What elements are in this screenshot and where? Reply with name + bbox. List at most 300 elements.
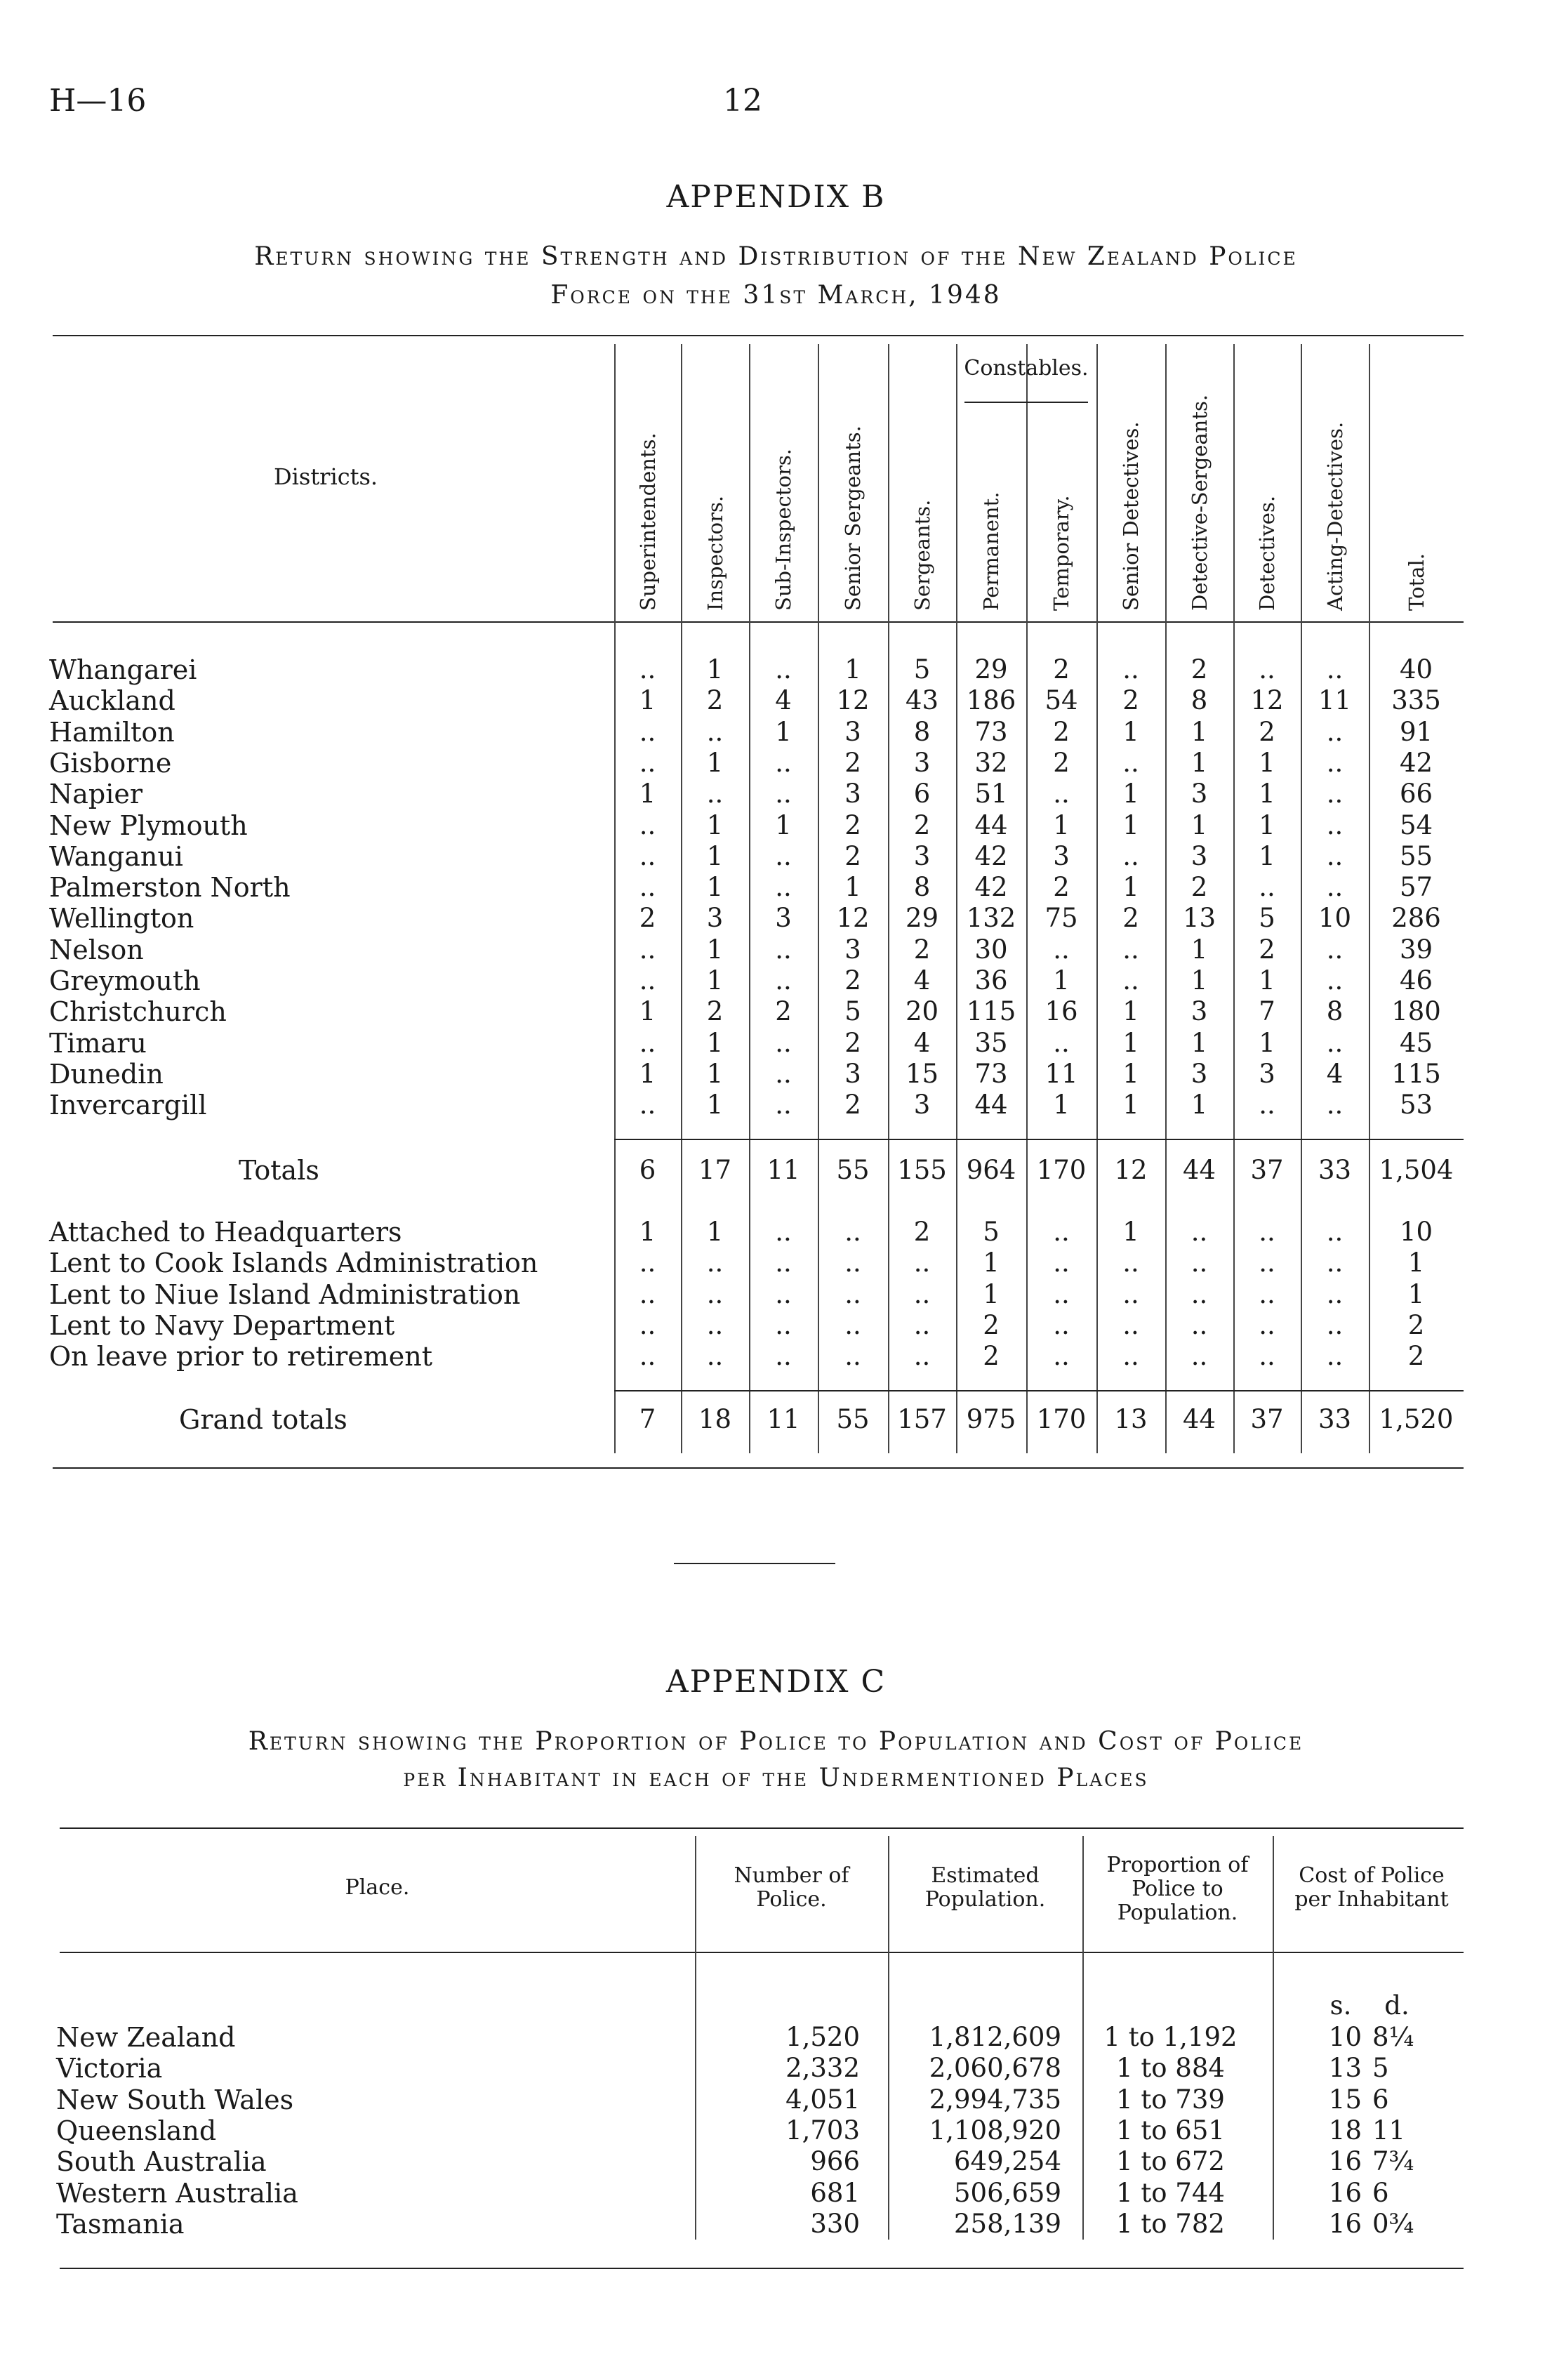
row-value: 46	[1399, 965, 1433, 996]
row-value: ..	[1122, 934, 1139, 965]
place-name: New South Wales	[56, 2084, 294, 2115]
row-value: 6	[639, 1155, 656, 1185]
row-value: ..	[1326, 1309, 1344, 1340]
row-value: ..	[1259, 1217, 1275, 1247]
row-value: 3	[1190, 996, 1208, 1027]
row-value: ..	[775, 840, 792, 871]
row-value: 11	[1318, 685, 1352, 716]
row-value: 3	[706, 903, 724, 934]
row-value: 180	[1391, 996, 1441, 1027]
row-value: 37	[1250, 1404, 1284, 1434]
row-value: 1	[1407, 1248, 1425, 1278]
row-value: 44	[974, 809, 1008, 840]
row-value: ..	[1326, 840, 1344, 871]
column-header-10: Acting-Detectives.	[1322, 421, 1347, 611]
row-value: ..	[844, 1341, 861, 1372]
row-value: 1,520	[1379, 1404, 1454, 1434]
row-value: 6	[913, 779, 931, 809]
row-value: ..	[1326, 872, 1344, 903]
row-value: 1	[1259, 747, 1275, 778]
row-value: 2	[844, 1027, 861, 1058]
constables-header: Constables.	[964, 356, 1089, 381]
cost-pence: 11	[1372, 2115, 1406, 2146]
row-value: 45	[1399, 1027, 1433, 1058]
row-value: ..	[1053, 1217, 1070, 1247]
row-value: ..	[639, 747, 656, 778]
row-value: 1	[706, 654, 724, 685]
row-value: ..	[1053, 1027, 1070, 1058]
row-value: 2	[844, 747, 861, 778]
row-value: 10	[1399, 1217, 1433, 1247]
row-value: 2	[1407, 1309, 1425, 1340]
row-value: ..	[844, 1278, 861, 1309]
row-value: 51	[974, 779, 1008, 809]
row-value: 5	[1259, 903, 1275, 934]
row-value: 1	[639, 779, 656, 809]
row-value: 12	[836, 903, 870, 934]
row-value: ..	[1259, 654, 1275, 685]
row-value: ..	[706, 1278, 724, 1309]
row-value: 20	[905, 996, 939, 1027]
row-value: 2	[844, 809, 861, 840]
row-value: 1	[1407, 1278, 1425, 1309]
row-value: 2	[844, 965, 861, 996]
row-value: ..	[639, 1309, 656, 1340]
place-name: South Australia	[56, 2146, 267, 2178]
row-value: ..	[1122, 1278, 1139, 1309]
row-value: ..	[1259, 1341, 1275, 1372]
row-name: Whangarei	[49, 654, 197, 685]
row-value: 4	[775, 685, 792, 716]
row-value: 2	[1053, 716, 1070, 747]
column-header-0: Superintendents.	[635, 432, 660, 611]
row-value: 2	[1053, 654, 1070, 685]
header-police: Number of Police.	[734, 1863, 849, 1912]
row-value: 975	[966, 1404, 1016, 1434]
row-value: 18	[698, 1404, 732, 1434]
row-value: 8	[1190, 685, 1208, 716]
row-value: 1	[983, 1278, 1000, 1309]
police-count: 681	[810, 2177, 860, 2208]
row-value: 155	[897, 1155, 947, 1185]
row-value: 11	[767, 1155, 800, 1185]
proportion-value: 1 to 739	[1116, 2084, 1225, 2115]
row-value: 3	[844, 716, 861, 747]
row-value: ..	[639, 934, 656, 965]
row-name: Hamilton	[49, 716, 175, 748]
row-value: 1	[1259, 1027, 1275, 1058]
row-value: 44	[974, 1090, 1008, 1120]
row-value: ..	[775, 1309, 792, 1340]
header-place: Place.	[345, 1875, 410, 1900]
police-count: 330	[810, 2208, 860, 2239]
row-value: ..	[1053, 1278, 1070, 1309]
row-value: 1	[1122, 1027, 1139, 1058]
row-value: 11	[1044, 1058, 1078, 1089]
population-value: 2,994,735	[929, 2084, 1061, 2115]
row-name: Nelson	[49, 934, 144, 965]
row-value: 2	[1407, 1341, 1425, 1372]
table-c-top-rule	[60, 1827, 1464, 1829]
row-value: ..	[1259, 1278, 1275, 1309]
row-value: 157	[897, 1404, 947, 1434]
population-value: 1,812,609	[929, 2022, 1061, 2052]
column-header-8: Detective-Sergeants.	[1187, 394, 1212, 611]
row-value: 5	[913, 654, 931, 685]
row-value: 1	[706, 1217, 724, 1247]
appendix-b-title: APPENDIX B	[666, 179, 886, 215]
police-count: 2,332	[785, 2053, 860, 2084]
row-value: 1	[1122, 1090, 1139, 1120]
row-value: ..	[1053, 934, 1070, 965]
header-cost: Cost of Police per Inhabitant	[1294, 1863, 1449, 1912]
row-value: 3	[1053, 840, 1070, 871]
cost-pence: 7¾	[1372, 2146, 1414, 2177]
row-value: ..	[1053, 1341, 1070, 1372]
row-value: 39	[1399, 934, 1433, 965]
appendix-c-subtitle-2: per Inhabitant in each of the Undermentioned Places	[403, 1764, 1149, 1792]
row-value: 3	[913, 1090, 931, 1120]
row-value: 2	[983, 1309, 1000, 1340]
row-name: Palmerston North	[49, 872, 291, 904]
header-bottom-rule	[53, 621, 1464, 623]
row-value: 73	[974, 1058, 1008, 1089]
row-value: 8	[913, 716, 931, 747]
table-top-rule	[53, 335, 1464, 336]
row-value: ..	[1122, 1248, 1139, 1278]
row-value: 40	[1399, 654, 1433, 685]
row-value: ..	[1259, 872, 1275, 903]
row-value: 1	[706, 965, 724, 996]
appendix-b-subtitle-2: Force on the 31st March, 1948	[550, 281, 1002, 310]
row-value: 2	[844, 1090, 861, 1120]
row-name: Napier	[49, 779, 143, 810]
row-value: ..	[1190, 1278, 1208, 1309]
row-value: 1	[706, 1058, 724, 1089]
row-value: 66	[1399, 779, 1433, 809]
row-value: 2	[913, 1217, 931, 1247]
column-header-9: Detectives.	[1255, 495, 1279, 611]
row-name: Gisborne	[49, 747, 172, 779]
row-name: Lent to Niue Island Administration	[49, 1278, 521, 1310]
row-value: ..	[1053, 779, 1070, 809]
place-name: Queensland	[56, 2115, 217, 2146]
row-name: On leave prior to retirement	[49, 1341, 433, 1373]
row-value: ..	[1122, 1341, 1139, 1372]
row-value: 2	[1190, 872, 1208, 903]
row-value: 3	[775, 903, 792, 934]
row-value: 1	[1190, 809, 1208, 840]
proportion-value: 1 to 651	[1116, 2115, 1225, 2146]
row-value: 42	[974, 872, 1008, 903]
row-value: 2	[1190, 654, 1208, 685]
row-value: 1	[1122, 1058, 1139, 1089]
row-value: 10	[1318, 903, 1352, 934]
column-header-7: Senior Detectives.	[1119, 421, 1143, 611]
row-value: 13	[1182, 903, 1216, 934]
row-value: 1	[1259, 779, 1275, 809]
column-header-11: Total.	[1404, 553, 1428, 611]
cost-shillings: 13	[1328, 2053, 1362, 2084]
row-value: 29	[905, 903, 939, 934]
row-value: 1	[639, 685, 656, 716]
row-value: ..	[706, 1309, 724, 1340]
row-value: 1	[775, 716, 792, 747]
row-value: ..	[1259, 1090, 1275, 1120]
cost-pence: 8¼	[1372, 2022, 1414, 2052]
cost-shillings: 10	[1328, 2022, 1362, 2052]
row-value: 13	[1114, 1404, 1148, 1434]
section-divider	[674, 1563, 835, 1564]
place-name: Tasmania	[56, 2208, 185, 2240]
row-value: 1	[844, 872, 861, 903]
row-value: ..	[1190, 1309, 1208, 1340]
page-code: H—16	[49, 83, 147, 119]
row-value: ..	[1122, 654, 1139, 685]
row-value: ..	[1326, 1027, 1344, 1058]
row-value: 1	[639, 1217, 656, 1247]
row-value: ..	[775, 1058, 792, 1089]
appendix-b-subtitle-1: Return showing the Strength and Distribution of the New Zealand Police	[254, 242, 1298, 271]
table-c-header-rule	[60, 1952, 1464, 1953]
row-value: ..	[775, 872, 792, 903]
row-value: 1	[1122, 872, 1139, 903]
column-header-6: Temporary.	[1049, 495, 1073, 611]
row-value: ..	[1053, 1309, 1070, 1340]
row-value: 4	[1326, 1058, 1344, 1089]
row-value: 1	[1122, 1217, 1139, 1247]
row-value: ..	[1326, 747, 1344, 778]
row-value: ..	[1326, 779, 1344, 809]
row-value: 2	[913, 809, 931, 840]
row-name: Wellington	[49, 903, 194, 934]
row-value: ..	[1122, 840, 1139, 871]
proportion-value: 1 to 782	[1116, 2208, 1225, 2239]
row-value: ..	[775, 1248, 792, 1278]
row-name: Auckland	[49, 685, 175, 717]
row-value: 1	[706, 872, 724, 903]
row-value: ..	[1122, 965, 1139, 996]
row-value: 2	[1259, 934, 1275, 965]
column-header-2: Sub-Inspectors.	[771, 449, 795, 611]
row-value: 3	[844, 934, 861, 965]
row-value: ..	[1053, 1248, 1070, 1278]
row-value: 2	[1053, 872, 1070, 903]
districts-header: Districts.	[274, 463, 378, 490]
row-value: ..	[775, 934, 792, 965]
row-value: 1	[1190, 965, 1208, 996]
row-value: 3	[1190, 779, 1208, 809]
row-value: 91	[1399, 716, 1433, 747]
row-value: 35	[974, 1027, 1008, 1058]
row-name: New Plymouth	[49, 809, 248, 841]
row-value: 2	[1053, 747, 1070, 778]
row-value: 1	[706, 840, 724, 871]
row-value: 5	[844, 996, 861, 1027]
column-header-1: Inspectors.	[703, 495, 727, 611]
row-value: ..	[1326, 1278, 1344, 1309]
row-value: ..	[639, 1027, 656, 1058]
cost-shillings: 16	[1328, 2177, 1362, 2208]
row-name: Totals	[239, 1155, 319, 1186]
proportion-value: 1 to 744	[1116, 2177, 1225, 2208]
row-value: 44	[1182, 1404, 1216, 1434]
unit-shillings: s.	[1329, 1990, 1352, 2021]
row-value: ..	[913, 1341, 931, 1372]
police-count: 1,520	[785, 2022, 860, 2052]
cost-pence: 6	[1372, 2177, 1389, 2208]
row-value: 33	[1318, 1155, 1352, 1185]
row-value: 3	[844, 779, 861, 809]
row-name: Grand totals	[179, 1404, 347, 1435]
row-value: 1	[844, 654, 861, 685]
row-value: 43	[905, 685, 939, 716]
row-value: ..	[1190, 1248, 1208, 1278]
row-value: ..	[706, 716, 724, 747]
cost-shillings: 16	[1328, 2146, 1362, 2177]
table-bottom-rule	[53, 1467, 1464, 1469]
row-value: 2	[1122, 685, 1139, 716]
row-value: 44	[1182, 1155, 1216, 1185]
row-value: 1,504	[1379, 1155, 1454, 1185]
row-value: 1	[775, 809, 792, 840]
header-population: Estimated Population.	[924, 1863, 1046, 1912]
row-value: ..	[1259, 1309, 1275, 1340]
cost-pence: 6	[1372, 2084, 1389, 2115]
cost-shillings: 18	[1328, 2115, 1362, 2146]
row-value: 1	[1190, 716, 1208, 747]
row-value: ..	[913, 1309, 931, 1340]
row-value: 1	[983, 1248, 1000, 1278]
row-value: ..	[913, 1278, 931, 1309]
proportion-value: 1 to 884	[1116, 2053, 1225, 2084]
cost-pence: 0¾	[1372, 2208, 1414, 2239]
row-value: ..	[639, 840, 656, 871]
totals-top-rule	[614, 1139, 1464, 1140]
row-value: ..	[1326, 1090, 1344, 1120]
row-value: 1	[639, 1058, 656, 1089]
row-name: Wanganui	[49, 840, 183, 872]
row-value: ..	[775, 1027, 792, 1058]
row-value: 1	[1122, 716, 1139, 747]
row-value: 132	[966, 903, 1016, 934]
row-value: 55	[1399, 840, 1433, 871]
row-value: 1	[1190, 934, 1208, 965]
row-value: ..	[775, 747, 792, 778]
row-value: ..	[639, 1248, 656, 1278]
column-header-3: Senior Sergeants.	[841, 425, 865, 611]
police-count: 966	[810, 2146, 860, 2177]
row-value: 1	[1053, 965, 1070, 996]
row-value: 11	[767, 1404, 800, 1434]
row-value: 37	[1250, 1155, 1284, 1185]
row-value: 15	[905, 1058, 939, 1089]
population-value: 649,254	[953, 2146, 1061, 2177]
row-value: 2	[775, 996, 792, 1027]
row-value: 54	[1399, 809, 1433, 840]
row-value: 2	[844, 840, 861, 871]
row-value: ..	[1122, 1309, 1139, 1340]
row-value: ..	[1259, 1248, 1275, 1278]
population-value: 1,108,920	[929, 2115, 1061, 2146]
row-value: ..	[1190, 1341, 1208, 1372]
row-value: ..	[639, 965, 656, 996]
proportion-value: 1 to 1,192	[1103, 2022, 1238, 2052]
header-proportion: Proportion of Police to Population.	[1106, 1853, 1249, 1925]
place-name: Western Australia	[56, 2177, 298, 2209]
row-name: Dunedin	[49, 1058, 164, 1090]
row-value: ..	[1326, 809, 1344, 840]
row-value: 1	[639, 996, 656, 1027]
row-value: 4	[913, 965, 931, 996]
row-value: 335	[1391, 685, 1441, 716]
row-value: 2	[706, 685, 724, 716]
row-name: Invercargill	[49, 1090, 207, 1121]
row-value: 1	[706, 747, 724, 778]
cost-pence: 5	[1372, 2053, 1389, 2084]
row-value: 186	[966, 685, 1016, 716]
row-value: 17	[698, 1155, 732, 1185]
population-value: 506,659	[953, 2177, 1061, 2208]
row-value: ..	[639, 654, 656, 685]
row-value: ..	[639, 1278, 656, 1309]
police-count: 1,703	[785, 2115, 860, 2146]
row-value: 115	[966, 996, 1016, 1027]
row-value: 1	[1259, 965, 1275, 996]
row-value: 1	[706, 934, 724, 965]
row-value: ..	[775, 1278, 792, 1309]
row-value: ..	[706, 1248, 724, 1278]
row-value: 1	[1122, 779, 1139, 809]
row-value: 33	[1318, 1404, 1352, 1434]
row-value: 7	[639, 1404, 656, 1434]
row-name: Greymouth	[49, 965, 201, 996]
population-value: 2,060,678	[929, 2053, 1061, 2084]
row-value: ..	[639, 1090, 656, 1120]
row-value: 75	[1044, 903, 1078, 934]
row-value: 12	[836, 685, 870, 716]
row-value: 3	[1259, 1058, 1275, 1089]
row-value: 55	[836, 1155, 870, 1185]
row-name: Christchurch	[49, 996, 227, 1028]
unit-pence: d.	[1384, 1990, 1410, 2021]
page-number: 12	[723, 83, 762, 119]
row-value: 57	[1399, 872, 1433, 903]
column-divider	[1273, 1836, 1274, 2240]
row-value: 1	[1190, 1090, 1208, 1120]
row-value: ..	[1122, 747, 1139, 778]
row-value: ..	[1326, 934, 1344, 965]
row-value: ..	[1326, 965, 1344, 996]
proportion-value: 1 to 672	[1116, 2146, 1225, 2177]
place-name: New Zealand	[56, 2022, 236, 2053]
row-value: 32	[974, 747, 1008, 778]
row-value: ..	[706, 779, 724, 809]
row-value: 1	[706, 809, 724, 840]
cost-shillings: 16	[1328, 2208, 1362, 2239]
row-value: ..	[844, 1248, 861, 1278]
row-value: 1	[1190, 747, 1208, 778]
row-value: ..	[775, 1090, 792, 1120]
row-value: 115	[1391, 1058, 1441, 1089]
place-name: Victoria	[56, 2053, 163, 2084]
row-value: 53	[1399, 1090, 1433, 1120]
table-c-bottom-rule	[60, 2268, 1464, 2269]
row-value: ..	[775, 654, 792, 685]
row-name: Timaru	[49, 1027, 147, 1059]
row-value: 1	[1259, 809, 1275, 840]
row-value: 30	[974, 934, 1008, 965]
